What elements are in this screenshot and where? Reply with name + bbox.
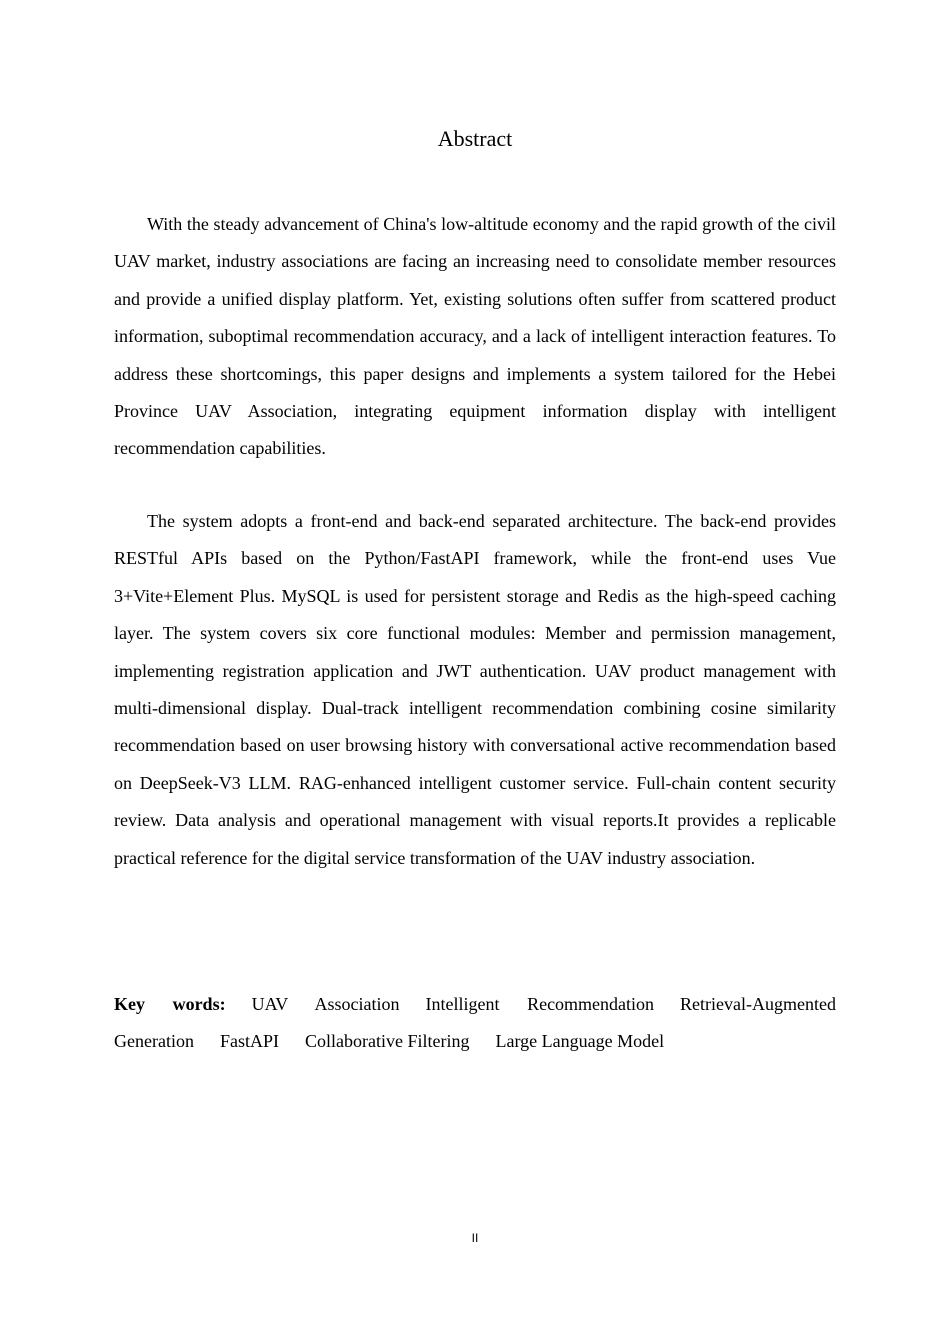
keywords-label: Key words: xyxy=(114,994,226,1014)
abstract-paragraph-2 xyxy=(114,503,836,877)
keyword-item: Large Language Model xyxy=(495,1031,665,1052)
keyword-item: Intelligent Recommendation xyxy=(425,994,655,1014)
keyword-item: Retrieval-Augmented Generation xyxy=(114,994,836,1052)
keyword-item: FastAPI xyxy=(219,1031,279,1052)
keyword-item: Collaborative Filtering xyxy=(304,1031,470,1052)
abstract-title: Abstract xyxy=(437,126,513,151)
paragraph-text: With the steady advancement of China's low-altitude economy and the rapid growth of the civil UAV market, industry associations are facing an increasing need to consolidate member resources and provide a unified display platform. Yet, existing solutions often suffer from scattered product information, suboptimal recommendation accuracy, and a lack of intelligent interaction features. To address these shortcomings, this paper designs and implements a system tailored for the Hebei Province UAV Association, integrating equipment information display with intelligent recommendation capabilities. xyxy=(114,214,836,459)
abstract-paragraph-1 xyxy=(114,206,836,468)
paragraph-text: The system adopts a front-end and back-end separated architecture. The back-end provides RESTful APIs based on the Python/FastAPI framework, while the front-end uses Vue 3+Vite+Element Plus. MySQL is used for persistent storage and Redis as the high-speed caching layer. The system covers six core functional modules: Member and permission management, implementing registration application and JWT authentication. UAV product management with multi-dimensional display. Dual-track intelligent recommendation combining cosine similarity recommendation based on user browsing history with conversational active recommendation based on DeepSeek-V3 LLM. RAG-enhanced intelligent customer service. Full-chain content security review. Data analysis and operational management with visual reports.It provides a replicable practical reference for the digital service transformation of the UAV industry association. xyxy=(114,511,836,868)
page-number: II xyxy=(471,1231,479,1245)
keyword-item: UAV Association xyxy=(251,994,400,1014)
keywords-section xyxy=(114,986,836,1061)
